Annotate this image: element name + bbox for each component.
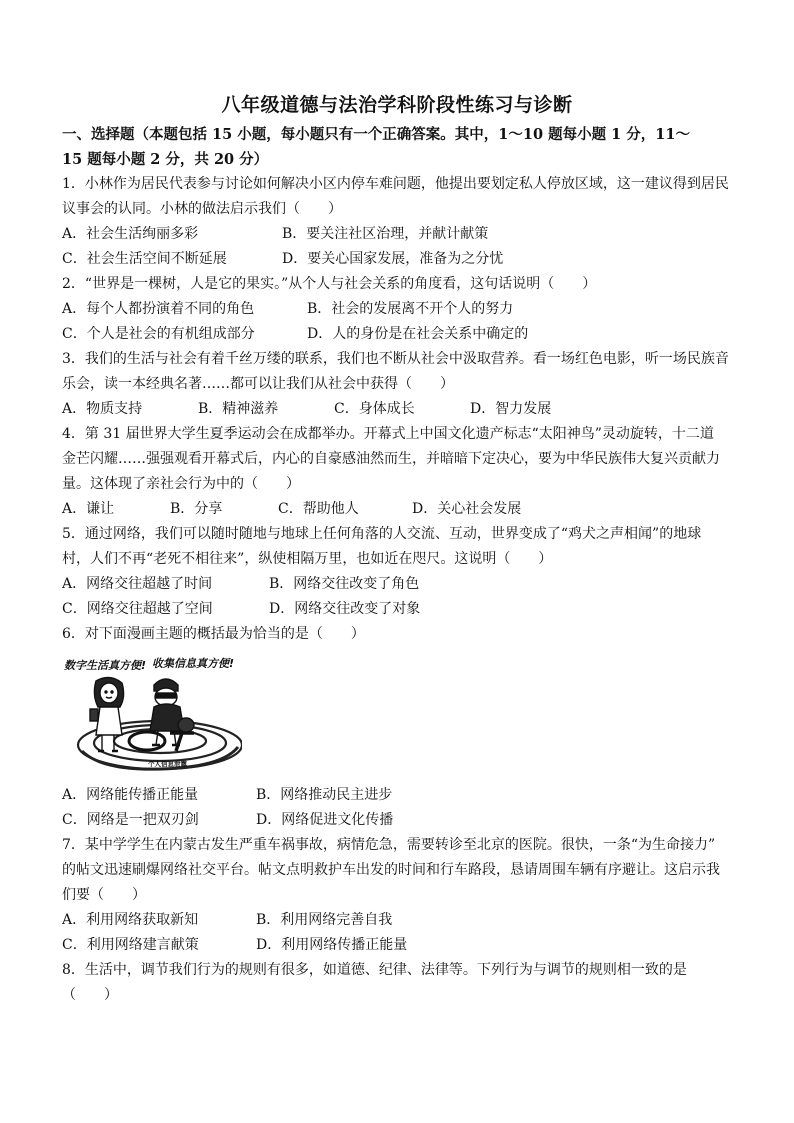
question-text-line: 乐会，读一本经典名著……都可以让我们从社会中获得（ ） (62, 376, 454, 392)
option-b[interactable]: B．网络交往改变了角色 (269, 576, 420, 592)
question-text-line: 量。这体现了亲社会行为中的（ ） (62, 476, 300, 492)
option-row (62, 322, 732, 347)
option-a[interactable]: A．利用网络获取新知 (62, 912, 199, 928)
question-text-line: 4．第 31 届世界大学生夏季运动会在成都举办。开幕式上中国文化遗产标志“太阳神鸟”灵动旋转，十二道 (62, 426, 714, 442)
option-row (62, 808, 732, 833)
question-2 (62, 272, 732, 347)
question-text-line: 2．“世界是一棵树，人是它的果实。”从个人与社会关系的角度看，这句话说明（ ） (62, 276, 597, 292)
option-b[interactable]: B．分享 (170, 501, 223, 517)
option-c[interactable]: C．身体成长 (334, 401, 415, 417)
question-text-line: 的帖文迅速刷爆网络社交平台。帖文点明救护车出发的时间和行车路段，恳请周围车辆有序避让。这启示我 (62, 862, 720, 878)
question-text-line: 3．我们的生活与社会有着千丝万缕的联系，我们也不断从社会中汲取营养。看一场红色电影，听一场民族音 (62, 351, 729, 367)
cartoon-right-caption: 收集信息真方便! (152, 657, 235, 670)
option-row (62, 572, 732, 597)
option-a[interactable]: A．每个人都扮演着不同的角色 (62, 301, 255, 317)
thief-figure (150, 679, 194, 745)
option-c[interactable]: C．帮助他人 (278, 501, 359, 517)
question-text-line: 1．小林作为居民代表参与讨论如何解决小区内停车难问题，他提出要划定私人停放区域，这一建议得到居民 (62, 176, 729, 192)
question-text-line: 7．某中学学生在内蒙古发生严重车祸事故，病情危急，需要转诊至北京的医院。很快，一条“为生命接力” (62, 837, 716, 853)
option-a[interactable]: A．物质支持 (62, 401, 143, 417)
option-d[interactable]: D．关心社会发展 (412, 501, 522, 517)
question-4 (62, 422, 732, 522)
at-symbol-shape (129, 732, 194, 751)
exam-page (62, 92, 732, 1008)
option-row (62, 497, 732, 522)
option-a[interactable]: A．社会生活绚丽多彩 (62, 226, 199, 242)
option-d[interactable]: D．要关心国家发展，准备为之分忧 (282, 251, 504, 267)
option-d[interactable]: D．人的身份是在社会关系中确定的 (307, 326, 529, 342)
question-text-line: 6．对下面漫画主题的概括最为恰当的是（ ） (62, 626, 365, 642)
section-heading-line-2: 15 题每小题 2 分，共 20 分） (62, 151, 269, 168)
cartoon-circle-text: OT (132, 746, 134, 747)
option-row (62, 597, 732, 622)
page-title: 八年级道德与法治学科阶段性练习与诊断 (221, 94, 573, 116)
cartoon-bottom-caption: 个人信息泄露 (148, 760, 187, 768)
option-c[interactable]: C．社会生活空间不断延展 (62, 251, 227, 267)
cartoon-left-caption: 数字生活真方便! (64, 659, 147, 672)
question-text-line: 8．生活中，调节我们行为的规则有很多，如道德、纪律、法律等。下列行为与调节的规则相一致的是 (62, 962, 687, 978)
option-d[interactable]: D．智力发展 (470, 401, 552, 417)
option-c[interactable]: C．利用网络建言献策 (62, 937, 199, 953)
option-d[interactable]: D．利用网络传播正能量 (256, 937, 408, 953)
option-row (62, 247, 732, 272)
option-row (62, 222, 732, 247)
question-6 (62, 622, 732, 833)
option-b[interactable]: B．网络推动民主进步 (256, 787, 393, 803)
question-text-line: 议事会的认同。小林的做法启示我们（ ） (62, 201, 342, 217)
option-a[interactable]: A．谦让 (62, 501, 115, 517)
option-b[interactable]: B．社会的发展离不开个人的努力 (307, 301, 514, 317)
question-5 (62, 522, 732, 622)
option-c[interactable]: C．网络是一把双刃剑 (62, 812, 199, 828)
option-a[interactable]: A．网络交往超越了时间 (62, 576, 213, 592)
section-heading (62, 122, 732, 172)
option-row (62, 297, 732, 322)
option-c[interactable]: C．个人是社会的有机组成部分 (62, 326, 255, 342)
option-a[interactable]: A．网络能传播正能量 (62, 787, 199, 803)
question-text-line: （ ） (62, 987, 118, 1003)
question-text-line: 5．通过网络，我们可以随时随地与地球上任何角落的人交流、互动，世界变成了“鸡犬之声相闻”的地球 (62, 526, 702, 542)
option-row (62, 908, 732, 933)
question-text-line: 金芒闪耀……强强观看开幕式后，内心的自豪感油然而生，并暗暗下定决心，要为中华民族伟大复兴贡献力 (62, 451, 720, 467)
question-3 (62, 347, 732, 422)
option-d[interactable]: D．网络促进文化传播 (256, 812, 394, 828)
option-b[interactable]: B．精神滋养 (198, 401, 279, 417)
question-7 (62, 833, 732, 958)
option-c[interactable]: C．网络交往超越了空间 (62, 601, 213, 617)
question-text-line: 们要（ ） (62, 887, 146, 903)
cartoon-image (62, 655, 242, 773)
option-row (62, 397, 732, 422)
option-row (62, 933, 732, 958)
option-b[interactable]: B．利用网络完善自我 (256, 912, 393, 928)
option-d[interactable]: D．网络交往改变了对象 (269, 601, 421, 617)
question-text-line: 村，人们不再“老死不相往来”，纵使相隔万里，也如近在咫尺。这说明（ ） (62, 551, 553, 567)
section-heading-line-1: 一、选择题（本题包括 15 小题，每小题只有一个正确答案。其中，1～10 题每小题 1 分，11～ (62, 126, 690, 143)
question-1 (62, 172, 732, 272)
option-row (62, 783, 732, 808)
option-b[interactable]: B．要关注社区治理，并献计献策 (282, 226, 489, 242)
question-8 (62, 958, 732, 1008)
